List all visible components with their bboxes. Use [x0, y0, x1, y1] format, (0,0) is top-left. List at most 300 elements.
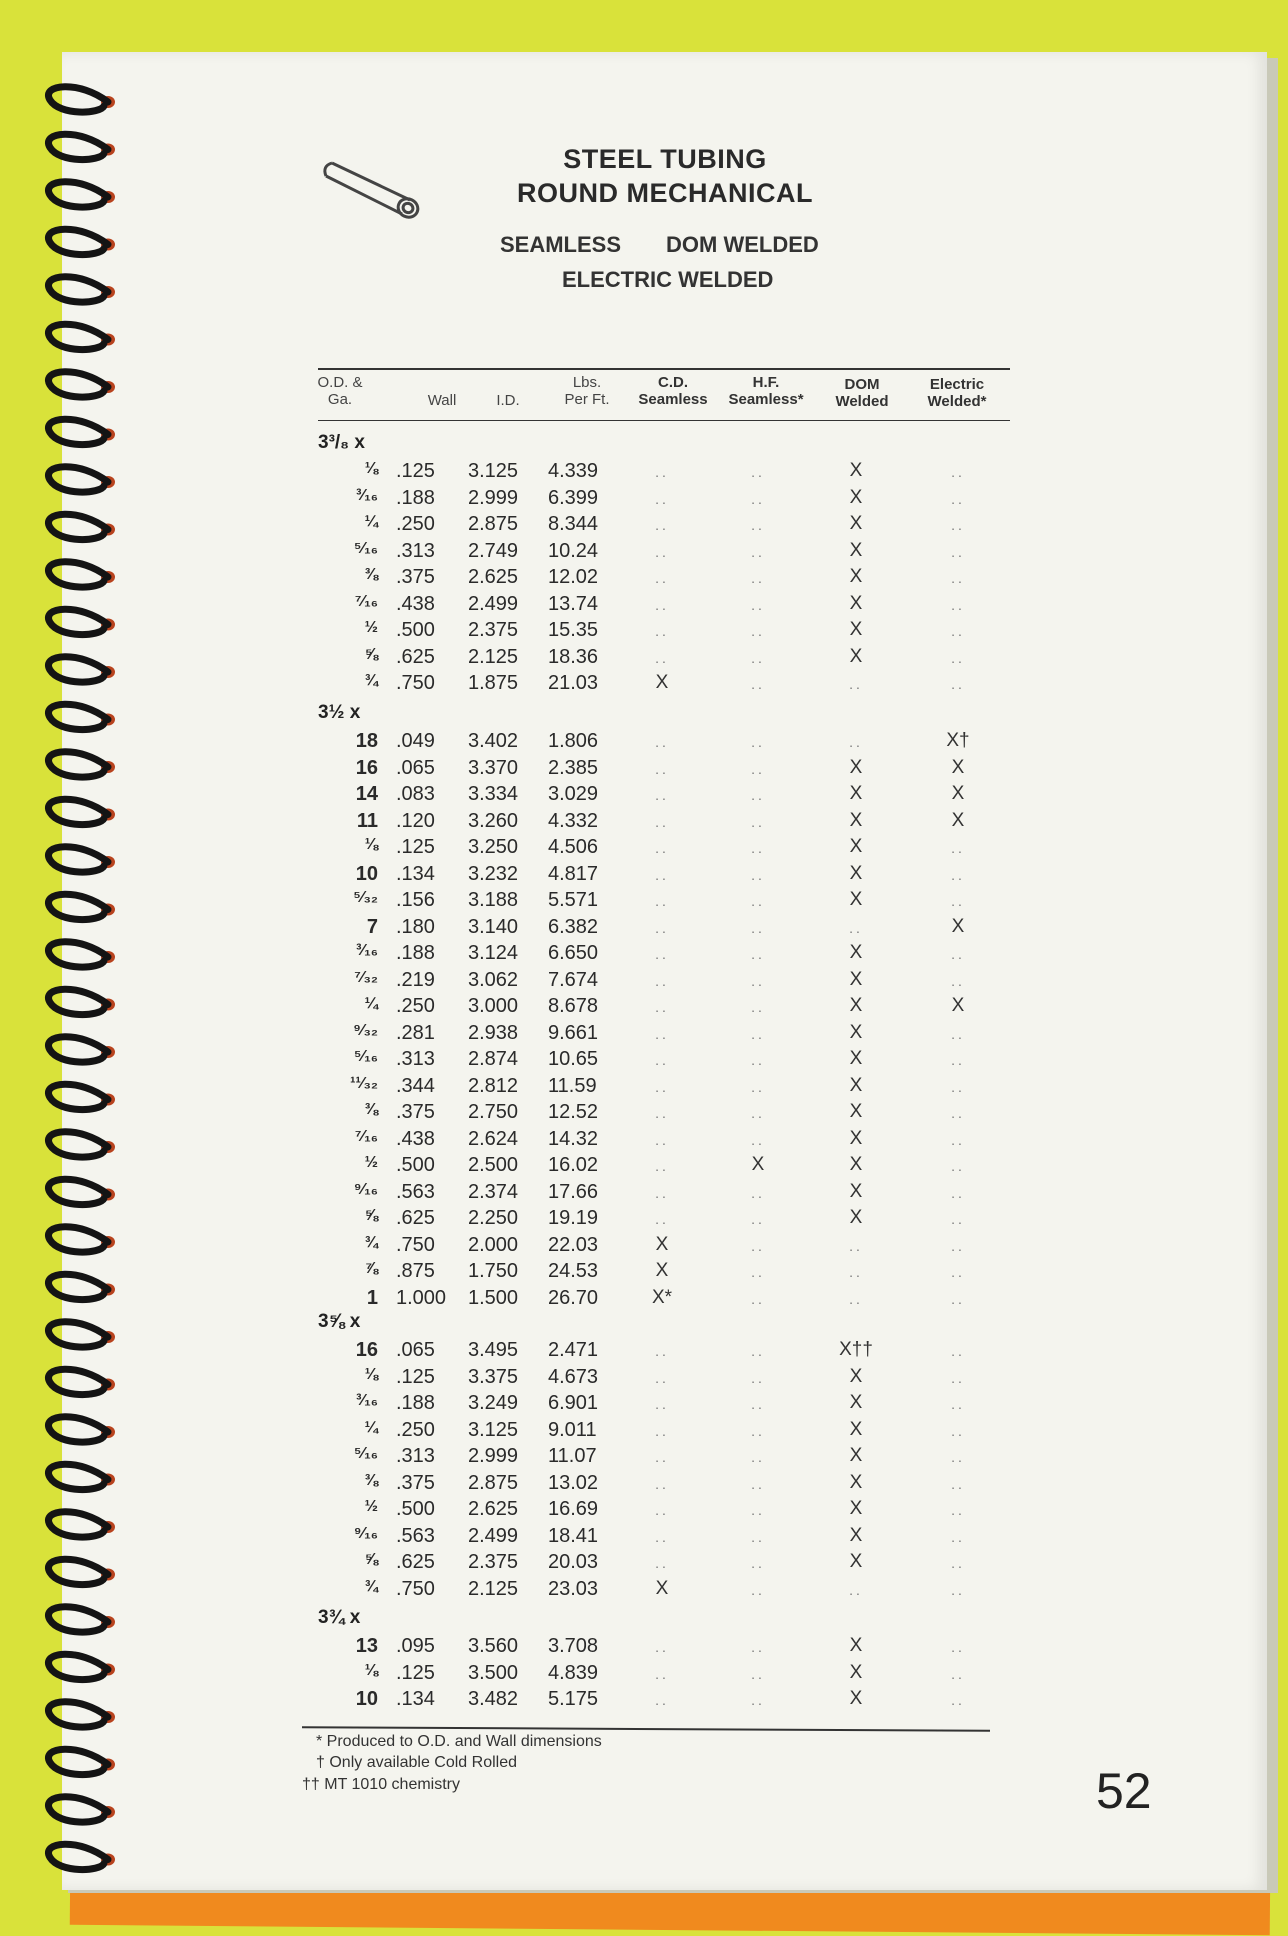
- binding-coil: [48, 1084, 108, 1109]
- wall-cell: .313: [396, 1445, 435, 1467]
- id-cell: 3.500: [468, 1661, 519, 1684]
- cd-cell: X: [655, 1260, 669, 1281]
- cd-cell: ..: [655, 1131, 669, 1148]
- lbs-per-ft-cell: 11.07: [548, 1445, 597, 1467]
- gauge-cell: ⅜: [364, 566, 378, 583]
- binding-coil: [48, 87, 108, 112]
- wall-cell: .120: [396, 809, 435, 832]
- dom-cell: X: [849, 592, 863, 614]
- cd-cell: ..: [655, 813, 669, 830]
- ew-cell: X: [951, 915, 965, 937]
- wall-cell: .500: [396, 1154, 435, 1176]
- col-header-od-ga-line1: O.D. &: [317, 374, 363, 391]
- wall-cell: .750: [396, 1233, 435, 1256]
- gauge-cell: 18: [355, 730, 378, 752]
- cd-cell: ..: [655, 1639, 669, 1655]
- id-cell: 2.999: [468, 486, 519, 509]
- col-header-hf-line2: Seamless*: [728, 391, 804, 408]
- lbs-per-ft-cell: 13.02: [548, 1471, 599, 1494]
- lbs-per-ft-cell: 8.344: [548, 513, 599, 535]
- wall-cell: .049: [396, 730, 435, 752]
- binding-coil: [48, 799, 108, 824]
- binding-coil: [48, 1607, 108, 1632]
- lbs-per-ft-cell: 7.674: [548, 968, 599, 991]
- cd-cell: ..: [655, 893, 669, 909]
- id-cell: 1.750: [468, 1260, 519, 1282]
- binding-coil: [48, 942, 108, 967]
- lbs-per-ft-cell: 5.175: [548, 1688, 599, 1710]
- binding-coil: [48, 1512, 108, 1537]
- lbs-per-ft-cell: 6.650: [548, 942, 599, 964]
- ew-cell: ..: [951, 1502, 965, 1518]
- col-header-ew-line2: Welded*: [927, 393, 987, 410]
- gauge-cell: ⁷⁄₁₆: [354, 1127, 378, 1145]
- size-group-label: 3¾ x: [318, 1607, 361, 1628]
- gauge-cell: ¼: [364, 1418, 378, 1436]
- id-cell: 2.000: [468, 1233, 519, 1256]
- col-header-lbs-line1: Lbs.: [572, 374, 602, 391]
- lbs-per-ft-cell: 9.661: [548, 1021, 599, 1044]
- dom-cell: X: [849, 809, 863, 831]
- ew-cell: ..: [951, 840, 965, 856]
- tube-icon: [322, 138, 442, 228]
- ew-cell: ..: [951, 623, 965, 639]
- dom-cell: X: [849, 645, 863, 667]
- cd-cell: X: [655, 672, 669, 693]
- lbs-per-ft-cell: 4.332: [548, 809, 599, 832]
- gauge-cell: ³⁄₁₆: [356, 486, 378, 504]
- ew-cell: ..: [951, 490, 965, 507]
- dom-cell: X: [849, 756, 863, 778]
- gauge-cell: ⁹⁄₃₂: [353, 1021, 378, 1039]
- binding-coil: [48, 372, 108, 397]
- wall-cell: .313: [396, 1048, 435, 1070]
- gauge-cell: 10: [355, 1688, 378, 1710]
- size-group-label: 3⅝ x: [318, 1311, 361, 1332]
- binding-coil: [48, 1654, 108, 1679]
- id-cell: 1.875: [468, 672, 519, 694]
- col-header-hf-seamless: [718, 374, 814, 408]
- id-cell: 3.560: [468, 1635, 519, 1657]
- lbs-per-ft-cell: 19.19: [548, 1207, 599, 1229]
- binding-coil: [48, 1227, 108, 1252]
- binding-coil: [48, 1702, 108, 1727]
- gauge-cell: ¾: [364, 1577, 378, 1595]
- id-cell: 3.250: [468, 836, 519, 858]
- binding-coil: [48, 1464, 108, 1489]
- hf-cell: ..: [751, 1422, 765, 1439]
- dom-cell: X: [849, 1074, 863, 1096]
- gauge-cell: ¼: [364, 995, 378, 1012]
- ew-cell: ..: [951, 676, 965, 692]
- hf-cell: ..: [751, 1396, 765, 1412]
- gauge-cell: 13: [355, 1635, 378, 1657]
- hf-cell: ..: [751, 570, 765, 586]
- hf-cell: ..: [751, 734, 765, 750]
- ew-cell: X: [951, 809, 965, 831]
- gauge-cell: ⁵⁄₃₂: [353, 889, 378, 906]
- hf-cell: ..: [751, 1639, 765, 1655]
- cd-cell: ..: [655, 1449, 669, 1465]
- page-title: STEEL TUBING: [563, 144, 767, 174]
- wall-cell: .625: [396, 645, 435, 668]
- hf-cell: ..: [751, 1290, 765, 1307]
- cd-cell: ..: [655, 999, 669, 1015]
- cd-cell: ..: [655, 1422, 669, 1439]
- dom-cell: ..: [849, 919, 863, 936]
- ew-cell: ..: [951, 1639, 965, 1655]
- gauge-cell: ⁵⁄₁₆: [353, 1445, 378, 1462]
- dom-cell: X: [849, 1207, 863, 1228]
- gauge-cell: 10: [355, 862, 378, 885]
- hf-cell: ..: [751, 919, 765, 936]
- gauge-cell: ½: [364, 619, 378, 636]
- cd-cell: ..: [655, 1343, 669, 1359]
- cd-cell: ..: [655, 1158, 669, 1174]
- hf-cell: ..: [751, 1184, 765, 1201]
- wall-cell: .125: [396, 460, 435, 482]
- wall-cell: .281: [396, 1021, 435, 1044]
- lbs-per-ft-cell: 4.339: [548, 460, 599, 482]
- page-number: 52: [1096, 1763, 1152, 1819]
- hf-cell: ..: [751, 840, 765, 856]
- dom-cell: X: [849, 1524, 863, 1546]
- dom-cell: ..: [849, 1264, 863, 1280]
- lbs-per-ft-cell: 10.24: [548, 539, 599, 562]
- wall-cell: .083: [396, 783, 435, 805]
- col-header-hf-line1: H.F.: [752, 374, 780, 391]
- wall-cell: .875: [396, 1260, 435, 1282]
- col-header-cd-seamless: [628, 374, 718, 408]
- wall-cell: .750: [396, 1577, 435, 1600]
- gauge-cell: ½: [364, 1498, 378, 1515]
- lbs-per-ft-cell: 4.673: [548, 1365, 599, 1388]
- ew-cell: ..: [951, 1290, 965, 1307]
- ew-cell: ..: [951, 893, 965, 909]
- ew-cell: ..: [951, 1131, 965, 1148]
- ew-cell: ..: [951, 464, 965, 480]
- wall-cell: .188: [396, 486, 435, 509]
- wall-cell: .180: [396, 915, 435, 938]
- wall-cell: .250: [396, 1418, 435, 1441]
- ew-cell: ..: [951, 1475, 965, 1492]
- id-cell: 2.938: [468, 1021, 519, 1044]
- dom-cell: X: [849, 513, 863, 534]
- ew-cell: X: [951, 783, 965, 804]
- binding-coil: [48, 514, 108, 539]
- id-cell: 2.375: [468, 619, 519, 641]
- spiral-binding: [20, 70, 130, 1890]
- binding-coil: [48, 1322, 108, 1347]
- gauge-cell: 16: [355, 1339, 378, 1361]
- dom-cell: X: [849, 566, 863, 587]
- wall-cell: .625: [396, 1551, 435, 1573]
- id-cell: 3.232: [468, 862, 519, 885]
- ew-cell: ..: [951, 1158, 965, 1174]
- lbs-per-ft-cell: 23.03: [548, 1577, 599, 1600]
- id-cell: 3.260: [468, 809, 519, 832]
- gauge-cell: 1: [366, 1286, 378, 1309]
- lbs-per-ft-cell: 4.839: [548, 1661, 599, 1684]
- cd-cell: ..: [655, 1052, 669, 1068]
- ew-cell: ..: [951, 1211, 965, 1227]
- hf-cell: ..: [751, 787, 765, 803]
- footnote-dagger: † Only available Cold Rolled: [316, 1754, 517, 1771]
- gauge-cell: ⅜: [364, 1101, 378, 1118]
- hf-cell: ..: [751, 1528, 765, 1545]
- dom-cell: X: [849, 1021, 863, 1043]
- wall-cell: .065: [396, 756, 435, 779]
- id-cell: 3.125: [468, 460, 519, 482]
- hf-cell: ..: [751, 1052, 765, 1068]
- gauge-cell: ⁹⁄₁₆: [353, 1524, 378, 1542]
- ew-cell: ..: [951, 1184, 965, 1201]
- lbs-per-ft-cell: 16.02: [548, 1154, 599, 1176]
- wall-cell: .095: [396, 1635, 435, 1657]
- subtitle-seamless: SEAMLESS: [500, 232, 622, 257]
- wall-cell: .250: [396, 995, 435, 1017]
- dom-cell: X: [849, 1392, 863, 1413]
- wall-cell: .344: [396, 1074, 435, 1097]
- lbs-per-ft-cell: 14.32: [548, 1127, 599, 1150]
- lbs-per-ft-cell: 17.66: [548, 1180, 599, 1203]
- gauge-cell: ¾: [364, 672, 378, 689]
- table-header-rule: [318, 420, 1010, 421]
- gauge-cell: ⅞: [364, 1260, 378, 1277]
- wall-cell: .125: [396, 836, 435, 858]
- gauge-cell: ³⁄₁₆: [356, 942, 378, 959]
- cd-cell: ..: [655, 517, 669, 533]
- hf-cell: ..: [751, 1502, 765, 1518]
- hf-cell: ..: [751, 1078, 765, 1095]
- lbs-per-ft-cell: 3.029: [548, 783, 599, 805]
- id-cell: 2.749: [468, 539, 519, 562]
- wall-cell: .156: [396, 889, 435, 911]
- wall-cell: .438: [396, 592, 435, 615]
- cd-cell: ..: [655, 464, 669, 480]
- cd-cell: ..: [655, 1105, 669, 1121]
- id-cell: 3.000: [468, 995, 519, 1017]
- hf-cell: ..: [751, 1025, 765, 1042]
- cd-cell: ..: [655, 1555, 669, 1571]
- ew-cell: ..: [951, 517, 965, 533]
- id-cell: 1.500: [468, 1286, 519, 1309]
- hf-cell: X: [751, 1154, 765, 1175]
- wall-cell: .500: [396, 619, 435, 641]
- dom-cell: X: [849, 862, 863, 884]
- gauge-cell: ⅛: [364, 836, 378, 853]
- cd-cell: ..: [655, 734, 669, 750]
- binding-coil: [48, 657, 108, 682]
- cd-cell: ..: [655, 1369, 669, 1386]
- id-cell: 2.625: [468, 566, 519, 588]
- wall-cell: .125: [396, 1365, 435, 1388]
- lbs-per-ft-cell: 2.385: [548, 756, 599, 779]
- lbs-per-ft-cell: 8.678: [548, 995, 599, 1017]
- lbs-per-ft-cell: 11.59: [548, 1074, 597, 1097]
- id-cell: 2.624: [468, 1127, 519, 1150]
- binding-coil: [48, 229, 108, 254]
- wall-cell: .250: [396, 513, 435, 535]
- id-cell: 2.125: [468, 1577, 519, 1600]
- hf-cell: ..: [751, 1343, 765, 1359]
- lbs-per-ft-cell: 3.708: [548, 1635, 599, 1657]
- id-cell: 3.370: [468, 756, 519, 779]
- binding-coil: [48, 1749, 108, 1774]
- ew-cell: ..: [951, 649, 965, 666]
- lbs-per-ft-cell: 9.011: [548, 1418, 597, 1441]
- id-cell: 3.334: [468, 783, 519, 805]
- col-header-id: I.D.: [496, 392, 520, 409]
- footnote-asterisk: * Produced to O.D. and Wall dimensions: [316, 1733, 602, 1750]
- gauge-cell: ⅝: [364, 645, 378, 663]
- hf-cell: ..: [751, 517, 765, 533]
- wall-cell: .750: [396, 672, 435, 694]
- id-cell: 2.125: [468, 645, 519, 668]
- dom-cell: ..: [849, 1290, 863, 1307]
- gauge-cell: ¼: [364, 513, 378, 530]
- lbs-per-ft-cell: 2.471: [548, 1339, 599, 1361]
- ew-cell: ..: [951, 946, 965, 962]
- cd-cell: ..: [655, 1025, 669, 1042]
- hf-cell: ..: [751, 1692, 765, 1708]
- lbs-per-ft-cell: 15.35: [548, 619, 599, 641]
- hf-cell: ..: [751, 1581, 765, 1598]
- dom-cell: X: [849, 1445, 863, 1466]
- wall-cell: .375: [396, 566, 435, 588]
- dom-cell: X: [849, 1048, 863, 1069]
- gauge-cell: ½: [364, 1154, 378, 1171]
- id-cell: 2.250: [468, 1207, 519, 1229]
- hf-cell: ..: [751, 1105, 765, 1121]
- dom-cell: X: [849, 1498, 863, 1519]
- dom-cell: X: [849, 1418, 863, 1440]
- id-cell: 2.874: [468, 1048, 519, 1070]
- lbs-per-ft-cell: 16.69: [548, 1498, 599, 1520]
- lbs-per-ft-cell: 26.70: [548, 1286, 599, 1309]
- catalog-page: [62, 52, 1267, 1890]
- ew-cell: ..: [951, 1025, 965, 1042]
- wall-cell: .500: [396, 1498, 435, 1520]
- binding-coil: [48, 847, 108, 872]
- hf-cell: ..: [751, 972, 765, 989]
- hf-cell: ..: [751, 596, 765, 613]
- ew-cell: ..: [951, 1105, 965, 1121]
- ew-cell: ..: [951, 543, 965, 560]
- cd-cell: X: [655, 1233, 669, 1255]
- id-cell: 3.140: [468, 915, 519, 938]
- col-header-dom-line1: DOM: [844, 376, 880, 393]
- gauge-cell: 11: [356, 809, 378, 832]
- dom-cell: X: [849, 619, 863, 640]
- wall-cell: .134: [396, 1688, 435, 1710]
- ew-cell: ..: [951, 1343, 965, 1359]
- hf-cell: ..: [751, 464, 765, 480]
- wall-cell: .219: [396, 968, 435, 991]
- col-header-dom-welded: [820, 376, 904, 410]
- dom-cell: X: [849, 889, 863, 910]
- size-group-label: 3³/₈ x: [318, 432, 365, 453]
- dom-cell: ..: [849, 676, 863, 692]
- gauge-cell: ⅜: [364, 1471, 378, 1489]
- cd-cell: ..: [655, 1692, 669, 1708]
- ew-cell: ..: [951, 1052, 965, 1068]
- binding-coil: [48, 1274, 108, 1299]
- wall-cell: .625: [396, 1207, 435, 1229]
- ew-cell: ..: [951, 1449, 965, 1465]
- lbs-per-ft-cell: 10.65: [548, 1048, 599, 1070]
- binding-coil: [48, 1179, 108, 1204]
- size-group-label: 3½ x: [318, 702, 361, 723]
- wall-cell: .188: [396, 942, 435, 964]
- dom-cell: X: [849, 1180, 863, 1202]
- id-cell: 3.125: [468, 1418, 519, 1441]
- subtitle-electric-welded: ELECTRIC WELDED: [562, 267, 774, 292]
- cd-cell: ..: [655, 1665, 669, 1682]
- col-header-ew-line1: Electric: [929, 376, 985, 393]
- gauge-cell: ⁵⁄₁₆: [353, 539, 378, 557]
- cd-cell: ..: [655, 570, 669, 586]
- hf-cell: ..: [751, 1264, 765, 1280]
- page-title-line2: ROUND MECHANICAL: [517, 178, 813, 208]
- hf-cell: ..: [751, 946, 765, 962]
- binding-coil: [48, 1369, 108, 1394]
- dom-cell: X: [849, 1551, 863, 1572]
- cd-cell: ..: [655, 972, 669, 989]
- table-top-rule: [318, 368, 1010, 370]
- cd-cell: ..: [655, 543, 669, 560]
- lbs-per-ft-cell: 4.506: [548, 836, 599, 858]
- binding-coil: [48, 704, 108, 729]
- id-cell: 2.999: [468, 1445, 519, 1467]
- binding-coil: [48, 1037, 108, 1062]
- dom-cell: X: [849, 1154, 863, 1175]
- dom-cell: X: [849, 1471, 863, 1493]
- binding-coil: [48, 562, 108, 587]
- gauge-cell: ⅝: [364, 1551, 378, 1568]
- hf-cell: ..: [751, 1475, 765, 1492]
- cd-cell: ..: [655, 840, 669, 856]
- col-header-od-ga-line2: Ga.: [327, 391, 353, 408]
- col-header-wall: Wall: [427, 392, 457, 409]
- wall-cell: .065: [396, 1339, 435, 1361]
- cd-cell: X*: [651, 1286, 673, 1308]
- cd-cell: ..: [655, 1475, 669, 1492]
- hf-cell: ..: [751, 676, 765, 692]
- lbs-per-ft-cell: 12.52: [548, 1101, 599, 1123]
- dom-cell: X: [849, 1101, 863, 1122]
- id-cell: 2.875: [468, 1471, 519, 1494]
- col-header-lbs-line2: Per Ft.: [564, 391, 610, 408]
- lbs-per-ft-cell: 5.571: [548, 889, 599, 911]
- ew-cell: ..: [951, 1665, 965, 1682]
- binding-coil: [48, 467, 108, 492]
- ew-cell: ..: [951, 1528, 965, 1545]
- lbs-per-ft-cell: 13.74: [548, 592, 599, 615]
- binding-coil: [48, 277, 108, 302]
- gauge-cell: ⁷⁄₃₂: [354, 968, 378, 986]
- hf-cell: ..: [751, 1449, 765, 1465]
- col-header-od-ga: [310, 374, 370, 408]
- hf-cell: ..: [751, 1211, 765, 1227]
- lbs-per-ft-cell: 12.02: [548, 566, 599, 588]
- lbs-per-ft-cell: 4.817: [548, 862, 599, 885]
- binding-coil: [48, 609, 108, 634]
- cd-cell: ..: [655, 760, 669, 777]
- ew-cell: ..: [951, 1369, 965, 1386]
- wall-cell: .313: [396, 539, 435, 562]
- col-header-electric-welded: [912, 376, 1002, 410]
